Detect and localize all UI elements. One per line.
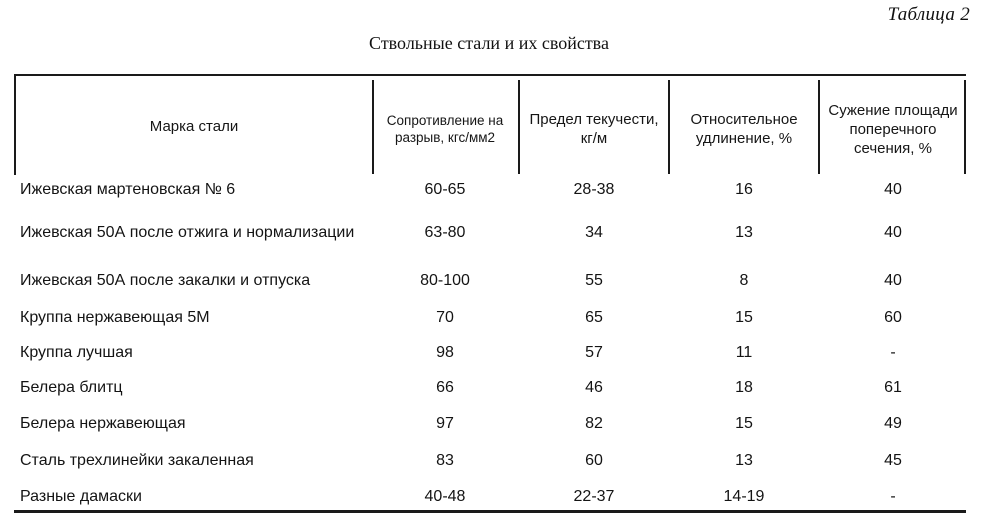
cell-tensile: 60-65	[424, 181, 466, 198]
table-row	[14, 178, 966, 202]
table-row	[14, 336, 966, 370]
cell-tensile: 40-48	[424, 488, 466, 505]
cell-elongation: 13	[735, 223, 753, 241]
cell-steel-grade: Круппа нержавеющая 5М	[20, 308, 210, 326]
cell-yield: 55	[585, 272, 603, 289]
cell-elongation: 18	[735, 378, 753, 396]
cell-tensile: 66	[436, 378, 454, 396]
table-caption-text: Ствольные стали и их свойства	[369, 33, 609, 53]
cell-reduction: -	[890, 488, 896, 505]
cell-yield: 60	[585, 451, 603, 469]
table-body	[14, 178, 966, 516]
table-bottom-rule	[14, 510, 966, 513]
table-row	[14, 370, 966, 405]
cell-reduction: 40	[884, 223, 902, 241]
cell-elongation: 15	[735, 415, 753, 432]
cell-tensile: 80-100	[420, 272, 470, 289]
cell-yield: 65	[585, 308, 603, 326]
table-top-rule	[14, 74, 966, 76]
cell-elongation: 8	[739, 272, 749, 289]
steel-properties-table	[14, 74, 966, 514]
table-row	[14, 299, 966, 336]
cell-steel-grade: Белера нержавеющая	[20, 415, 186, 432]
header-area-reduction: Сужение площади поперечного сечения, %	[828, 101, 958, 157]
cell-tensile: 63-80	[424, 223, 466, 241]
cell-reduction: -	[890, 344, 896, 361]
table-number-label: Таблица 2	[887, 4, 970, 25]
cell-elongation: 16	[735, 181, 753, 198]
cell-elongation: 14-19	[723, 488, 765, 505]
cell-steel-grade: Сталь трехлинейки закаленная	[20, 451, 254, 469]
cell-tensile: 83	[436, 451, 454, 469]
header-yield-strength: Предел текучести, кг/м	[529, 111, 659, 147]
cell-tensile: 70	[436, 308, 454, 326]
table-caption	[0, 33, 984, 54]
cell-yield: 82	[585, 415, 603, 432]
cell-yield: 34	[585, 223, 603, 241]
cell-reduction: 49	[884, 415, 902, 432]
cell-reduction: 60	[884, 308, 902, 326]
cell-steel-grade: Белера блитц	[20, 378, 123, 396]
cell-reduction: 40	[884, 272, 902, 289]
cell-steel-grade: Ижевская 50А после закалки и отпуска	[20, 272, 311, 289]
cell-yield: 46	[585, 378, 603, 396]
table-row	[14, 405, 966, 443]
table-row	[14, 443, 966, 478]
cell-reduction: 61	[884, 378, 902, 396]
cell-reduction: 45	[884, 451, 902, 469]
header-elongation: Относительное удлинение, %	[690, 111, 798, 147]
cell-steel-grade: Разные дамаски	[20, 488, 142, 505]
cell-yield: 28-38	[573, 181, 615, 198]
cell-tensile: 97	[436, 415, 454, 432]
cell-steel-grade: Ижевская 50А после отжига и нормализации	[20, 223, 355, 241]
cell-elongation: 11	[735, 344, 753, 361]
table-row	[14, 263, 966, 299]
cell-steel-grade: Ижевская мартеновская № 6	[20, 181, 236, 198]
cell-yield: 57	[585, 344, 603, 361]
cell-elongation: 15	[735, 308, 753, 326]
cell-yield: 22-37	[573, 488, 615, 505]
cell-elongation: 13	[735, 451, 753, 469]
header-steel-grade: Марка стали	[149, 117, 239, 135]
cell-steel-grade: Круппа лучшая	[20, 344, 133, 361]
header-tensile-strength: Сопротивление на разрыв, кгс/мм2	[386, 113, 504, 145]
cell-reduction: 40	[884, 181, 902, 198]
cell-tensile: 98	[436, 344, 454, 361]
table-row	[14, 202, 966, 263]
